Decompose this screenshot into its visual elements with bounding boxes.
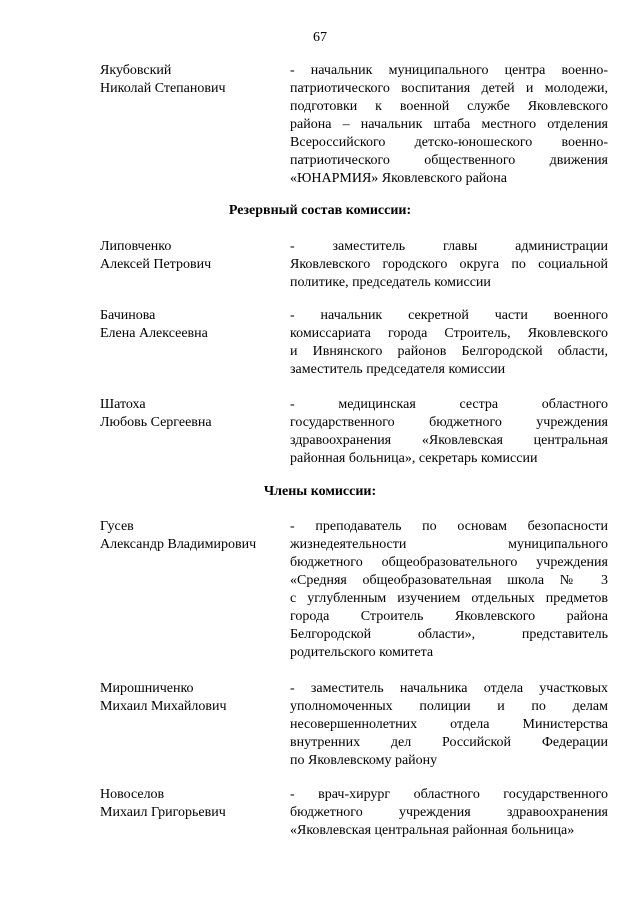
role-line: Всероссийского детско-юношеского военно- [290, 135, 608, 150]
surname: Мирошниченко [100, 681, 194, 696]
surname: Новоселов [100, 787, 165, 802]
role-line: Яковлевского городского округа по социальной [290, 257, 608, 272]
surname: Гусев [100, 519, 134, 534]
given-names: Михаил Григорьевич [100, 805, 226, 820]
role-line: города Строитель Яковлевского района [290, 609, 608, 624]
role-line: «ЮНАРМИЯ» Яковлевского района [290, 171, 507, 186]
role-line: подготовки к военной службе Яковлевского [290, 99, 608, 114]
role-line: несовершеннолетних отдела Министерства [290, 717, 608, 732]
surname: Липовченко [100, 239, 172, 254]
role-description [290, 786, 608, 840]
role-line: - медицинская сестра областного [290, 397, 608, 412]
role-line: заместитель председателя комиссии [290, 362, 506, 377]
role-line: патриотического общественного движения [290, 153, 608, 168]
person-name [100, 680, 280, 716]
role-description [290, 238, 608, 292]
role-line: - врач-хирург областного государственного [290, 787, 608, 802]
role-line: - преподаватель по основам безопасности [290, 519, 608, 534]
person-name [100, 307, 280, 343]
role-description [290, 307, 608, 379]
role-line: жизнедеятельности муниципального [290, 537, 608, 552]
role-line: - начальник муниципального центра военно- [290, 63, 608, 78]
given-names: Николай Степанович [100, 81, 226, 96]
role-description [290, 396, 608, 468]
role-line: уполномоченных полиции и по делам [290, 699, 608, 714]
role-line: политике, председатель комиссии [290, 275, 491, 290]
role-line: по Яковлевскому району [290, 753, 438, 768]
role-line: «Яковлевская центральная районная больница» [290, 823, 575, 838]
role-line: бюджетного общеобразовательного учреждения [290, 555, 608, 570]
person-name [100, 238, 280, 274]
role-line: комиссариата города Строитель, Яковлевского [290, 326, 608, 341]
role-line: районная больница», секретарь комиссии [290, 451, 538, 466]
given-names: Александр Владимирович [100, 537, 257, 552]
role-line: внутренних дел Российской Федерации [290, 735, 608, 750]
role-line: бюджетного учреждения здравоохранения [290, 805, 608, 820]
section-heading-members: Члены комиссии: [263, 484, 377, 499]
page-number: 67 [313, 30, 327, 45]
role-line: и Ивнянского районов Белгородской области, [290, 344, 608, 359]
role-line: - начальник секретной части военного [290, 308, 608, 323]
person-name [100, 518, 280, 554]
person-name [100, 62, 280, 98]
role-line: государственного бюджетного учреждения [290, 415, 608, 430]
role-line: родительского комитета [290, 645, 434, 660]
role-description [290, 518, 608, 662]
given-names: Елена Алексеевна [100, 326, 208, 341]
role-line: района – начальник штаба местного отделения [290, 117, 608, 132]
role-line: патриотического воспитания детей и молодежи, [290, 81, 608, 96]
given-names: Михаил Михайлович [100, 699, 227, 714]
role-line: здравоохранения «Яковлевская центральная [290, 433, 608, 448]
role-line: - заместитель начальника отдела участковых [290, 681, 608, 696]
role-line: «Средняя общеобразовательная школа № 3 [290, 573, 608, 588]
surname: Бачинова [100, 308, 156, 323]
role-description [290, 62, 608, 188]
role-description [290, 680, 608, 770]
section-heading-reserve: Резервный состав комиссии: [228, 203, 412, 218]
person-name [100, 396, 280, 432]
surname: Шатоха [100, 397, 146, 412]
given-names: Алексей Петрович [100, 257, 212, 272]
role-line: Белгородской области», представитель [290, 627, 608, 642]
surname: Якубовский [100, 63, 172, 78]
person-name [100, 786, 280, 822]
role-line: - заместитель главы администрации [290, 239, 608, 254]
given-names: Любовь Сергеевна [100, 415, 212, 430]
role-line: с углубленным изучением отдельных предметов [290, 591, 608, 606]
